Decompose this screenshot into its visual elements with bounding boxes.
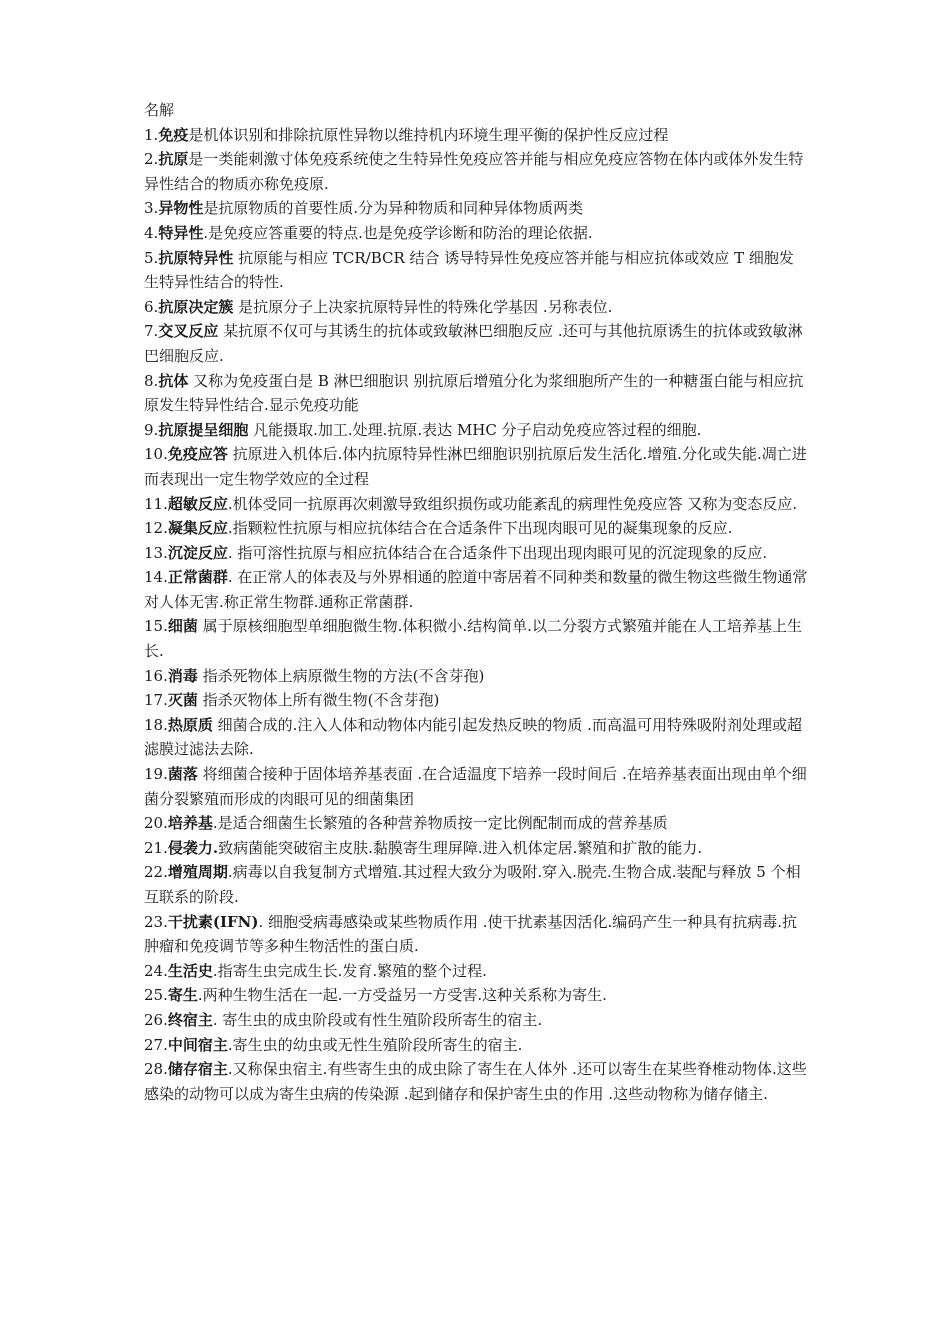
- item-definition: 致病菌能突破宿主皮肤.黏膜寄生理屏障.进入机体定居.繁殖和扩散的能力.: [218, 838, 703, 857]
- item-term: 抗原特异性: [158, 248, 234, 267]
- item-term: 菌落: [167, 765, 198, 784]
- item-number: 9.: [144, 420, 159, 439]
- item-definition: 某抗原不仅可与其诱生的抗体或致敏淋巴细胞反应 .还可与其他抗原诱生的抗体或致敏淋巴细胞反应.: [144, 322, 803, 365]
- definition-item: [144, 713, 808, 762]
- item-definition: 是抗原物质的首要性质.分为异种物质和同种异体物质两类: [203, 199, 584, 218]
- item-number: 4.: [144, 223, 159, 242]
- item-definition: .两种生物生活在一起.一方受益另一方受害.这种关系称为寄生.: [197, 986, 607, 1005]
- item-definition: 属于原核细胞型单细胞微生物.体积微小.结构简单.以二分裂方式繁殖并能在人工培养基上生长.: [144, 617, 802, 661]
- item-definition: . 在正常人的体表及与外界相通的腔道中寄居着不同种类和数量的微生物这些微生物通常对人体无害.称正常生物群.通称正常菌群.: [144, 568, 808, 611]
- item-term: 干扰素(IFN): [167, 912, 259, 931]
- definition-item: [144, 221, 808, 246]
- item-number: 20.: [144, 814, 168, 833]
- item-definition: 细菌合成的.注入人体和动物体内能引起发热反映的物质 .而高温可用特殊吸附剂处理或超滤膜过滤法去除.: [144, 715, 802, 759]
- item-term: 凝集反应: [167, 519, 228, 538]
- definition-item: [144, 418, 808, 443]
- item-number: 28.: [144, 1060, 168, 1079]
- definition-item: [144, 541, 808, 566]
- item-term: 抗原决定簇: [158, 297, 234, 316]
- item-definition: 将细菌合接种于固体培养基表面 .在合适温度下培养一段时间后 .在培养基表面出现由单个细菌分裂繁殖而形成的肉眼可见的细菌集团: [144, 765, 807, 808]
- definition-item: [144, 860, 808, 909]
- definition-item: [144, 319, 808, 368]
- item-definition: .病毒以自我复制方式增殖.其过程大致分为吸附.穿入.脱壳.生物合成.装配与释放 5 个相互联系的阶段.: [144, 863, 801, 906]
- definition-item: [144, 1057, 808, 1106]
- item-number: 27.: [144, 1035, 168, 1054]
- item-definition: 抗原能与相应 TCR/BCR 结合 诱导特异性免疫应答并能与相应抗体或效应 T 细胞发生特异性结合的特性.: [144, 248, 794, 292]
- definition-list: [144, 123, 808, 1107]
- item-term: 储存宿主: [167, 1060, 228, 1079]
- item-definition: 是抗原分子上决家抗原特异性的特殊化学基因 .另称表位.: [233, 297, 613, 316]
- item-number: 26.: [144, 1010, 168, 1029]
- item-number: 19.: [144, 765, 168, 784]
- item-number: 5.: [144, 248, 159, 267]
- item-definition: 抗原进入机体后.体内抗原特异性淋巴细胞识别抗原后发生活化.增殖.分化或失能.凋亡进而表现出一定生物学效应的全过程: [144, 445, 807, 488]
- definition-item: [144, 762, 808, 811]
- item-definition: .是适合细菌生长繁殖的各种营养物质按一定比例配制而成的营养基质: [212, 814, 668, 833]
- definition-item: [144, 614, 808, 663]
- item-number: 25.: [144, 986, 168, 1005]
- definition-item: [144, 196, 808, 221]
- definition-item: [144, 959, 808, 984]
- definition-item: [144, 123, 808, 148]
- definition-item: [144, 910, 808, 959]
- definition-item: [144, 983, 808, 1008]
- item-term: 沉淀反应: [167, 543, 228, 562]
- item-definition: . 细胞受病毒感染或某些物质作用 .使干扰素基因活化.编码产生一种具有抗病毒.抗肿瘤和免疫调节等多种生物活性的蛋白质.: [144, 912, 798, 956]
- item-term: 寄生: [167, 986, 198, 1005]
- item-term: 中间宿主: [167, 1035, 228, 1054]
- definition-item: [144, 836, 808, 861]
- item-definition: 又称为免疫蛋白是 B 淋巴细胞识 别抗原后增殖分化为浆细胞所产生的一种糖蛋白能与相应抗原发生特异性结合.显示免疫功能: [144, 371, 804, 415]
- item-definition: .又称保虫宿主.有些寄生虫的成虫除了寄生在人体外 .还可以寄生在某些脊椎动物体.这些感染的动物可以成为寄生虫病的传染源 .起到储存和保护寄生虫的作用 .这些动物称为储存储主.: [144, 1060, 807, 1103]
- item-term: 终宿主: [167, 1010, 213, 1029]
- item-number: 8.: [144, 371, 159, 390]
- item-term: 超敏反应: [167, 494, 228, 513]
- item-term: 特异性: [158, 223, 204, 242]
- definition-item: [144, 1008, 808, 1033]
- item-number: 10.: [144, 445, 168, 464]
- item-definition: 是机体识别和排除抗原性异物以维持机内环境生理平衡的保护性反应过程: [188, 125, 669, 144]
- item-number: 2.: [144, 150, 159, 169]
- item-term: 热原质: [167, 715, 213, 734]
- item-term: 生活史: [167, 961, 213, 980]
- definition-item: [144, 565, 808, 614]
- item-number: 18.: [144, 715, 168, 734]
- item-number: 21.: [144, 838, 168, 857]
- definition-item: [144, 369, 808, 418]
- item-definition: 指杀死物体上病原微生物的方法(不含芽孢): [197, 666, 485, 685]
- item-number: 17.: [144, 691, 168, 710]
- definition-item: [144, 688, 808, 713]
- item-term: 培养基: [167, 814, 213, 833]
- item-number: 13.: [144, 543, 168, 562]
- item-definition: 是一类能刺激寸体免疫系统使之生特异性免疫应答并能与相应免疫应答物在体内或体外发生特异性结合的物质亦称免疫原.: [144, 150, 804, 193]
- item-term: 抗原: [158, 150, 189, 169]
- item-definition: 凡能摄取.加工.处理.抗原.表达 MHC 分子启动免疫应答过程的细胞.: [248, 420, 702, 439]
- item-term: 抗体: [158, 371, 189, 390]
- item-number: 15.: [144, 617, 168, 636]
- definition-item: [144, 246, 808, 295]
- item-number: 22.: [144, 863, 168, 882]
- definition-item: [144, 442, 808, 491]
- definition-item: [144, 516, 808, 541]
- item-number: 1.: [144, 125, 159, 144]
- item-term: 抗原提呈细胞: [158, 420, 249, 439]
- definition-item: [144, 664, 808, 689]
- item-number: 16.: [144, 666, 168, 685]
- item-term: 增殖周期: [167, 863, 228, 882]
- page-heading: 名解: [144, 101, 175, 119]
- item-definition: . 寄生虫的成虫阶段或有性生殖阶段所寄生的宿主.: [212, 1010, 543, 1029]
- item-definition: .指寄生虫完成生长.发育.繁殖的整个过程.: [212, 961, 487, 980]
- item-term: 正常菌群: [167, 568, 228, 587]
- item-number: 23.: [144, 912, 168, 931]
- item-definition: 指杀灭物体上所有微生物(不含芽孢): [197, 691, 440, 710]
- item-number: 24.: [144, 961, 168, 980]
- item-definition: .机体受同一抗原再次刺激导致组织损伤或功能紊乱的病理性免疫应答 又称为变态反应.: [227, 494, 798, 513]
- item-term: 消毒: [167, 666, 198, 685]
- definition-item: [144, 1033, 808, 1058]
- item-definition: .指颗粒性抗原与相应抗体结合在合适条件下出现肉眼可见的凝集现象的反应.: [227, 519, 733, 538]
- document-page: [144, 98, 808, 1106]
- definition-item: [144, 295, 808, 320]
- item-definition: . 指可溶性抗原与相应抗体结合在合适条件下出现出现肉眼可见的沉淀现象的反应.: [227, 543, 768, 562]
- item-term: 异物性: [158, 199, 204, 218]
- item-number: 3.: [144, 199, 159, 218]
- item-term: 细菌: [167, 617, 198, 636]
- item-definition: .是免疫应答重要的特点.也是免疫学诊断和防治的理论依据.: [203, 223, 593, 242]
- item-term: 免疫: [158, 125, 189, 144]
- item-term: 侵袭力.: [167, 838, 219, 857]
- item-number: 7.: [144, 322, 159, 341]
- item-number: 6.: [144, 297, 159, 316]
- item-term: 灭菌: [167, 691, 198, 710]
- definition-item: [144, 492, 808, 517]
- definition-item: [144, 147, 808, 196]
- item-number: 12.: [144, 519, 168, 538]
- definition-item: [144, 811, 808, 836]
- item-term: 免疫应答: [167, 445, 228, 464]
- item-number: 14.: [144, 568, 168, 587]
- item-term: 交叉反应: [158, 322, 219, 341]
- item-number: 11.: [144, 494, 168, 513]
- item-definition: .寄生虫的幼虫或无性生殖阶段所寄生的宿主.: [227, 1035, 523, 1054]
